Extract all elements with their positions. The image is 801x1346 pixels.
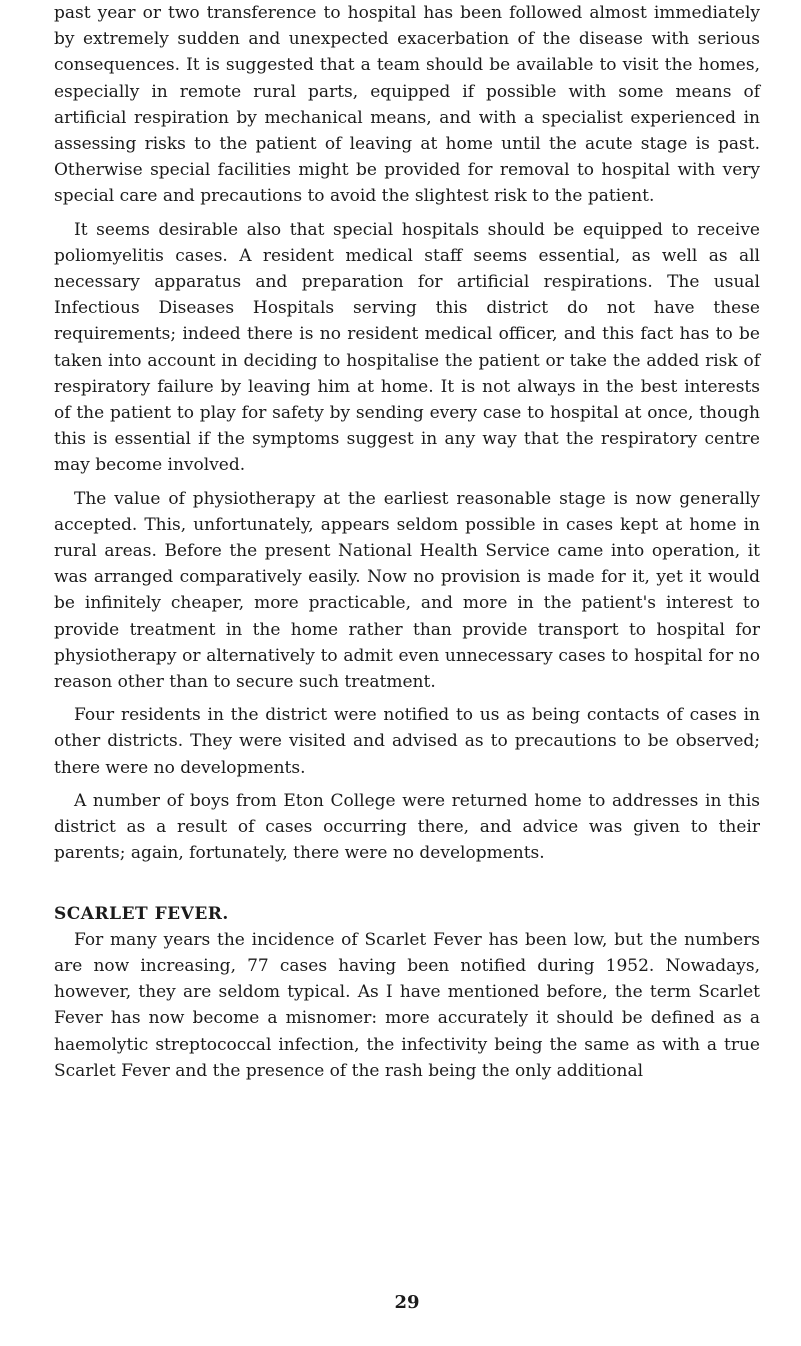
paragraph-respiratory-team: past year or two transference to hospital has been followed almost immediately by extremely sudden and unexpected exacerbation of the disease with serious consequences. It is suggested that a team should be available to visit the homes, especially in remote rural parts, equipped if possible with some means of artificial respiration by mechanical means, and with a specialist experienced in assessing risks to the patient of leaving at home until the acute stage is past. Otherwise special facilities might be provided for removal to hospital with very special care and precautions to avoid the slightest risk to the patient. [54,3,760,207]
paragraph-physiotherapy: The value of physiotherapy at the earliest reasonable stage is now generally accepted. This, unfortunately, appears seldom possible in cases kept at home in rural areas. Before the present National Health Service came into operation, it was arranged comparatively easily. Now no provision is made for it, yet it would be infinitely cheaper, more practicable, and more in the patient's interest to provide treatment in the home rather than provide transport to hospital for physiotherapy or alternatively to admit even unnecessary cases to hospital for no reason other than to secure such treatment. [54,488,760,693]
paragraph-eton-college: A number of boys from Eton College were returned home to addresses in this district as a result of cases occurring there, and advice was given to their parents; again, fortunately, there were no developments. [54,790,760,864]
page-number: 29 [394,1292,420,1313]
section-heading-scarlet-fever: SCARLET FEVER. [54,903,229,924]
paragraph-scarlet-fever: For many years the incidence of Scarlet Fever has been low, but the numbers are now increasing, 77 cases having been notified during 1952. Nowadays, however, they are seldom typical. As I have mentioned before, the term Scarlet Fever has now become a misnomer: more accurately it should be defined as a haemolytic streptococcal infection, the infectivity being the same as with a true Scarlet Fever and the presence of the rash being the only additional [54,929,760,1081]
paragraph-contacts: Four residents in the district were notified to us as being contacts of cases in other districts. They were visited and advised as to precautions to be observed; there were no developments. [54,705,760,778]
document-page [54,0,760,1346]
paragraph-special-hospitals: It seems desirable also that special hospitals should be equipped to receive poliomyelitis cases. A resident medical staff seems essential, as well as all necessary apparatus and preparation for artificial respirations. The usual Infectious Diseases Hospitals serving this district do not have these requirements; indeed there is no resident medical officer, and this fact has to be taken into account in deciding to hospitalise the patient or take the added risk of respiratory failure by leaving him at home. It is not always in the best interests of the patient to play for safety by sending every case to hospital at once, though this is essential if the symptoms suggest in any way that the respiratory centre may become involved. [54,219,760,476]
